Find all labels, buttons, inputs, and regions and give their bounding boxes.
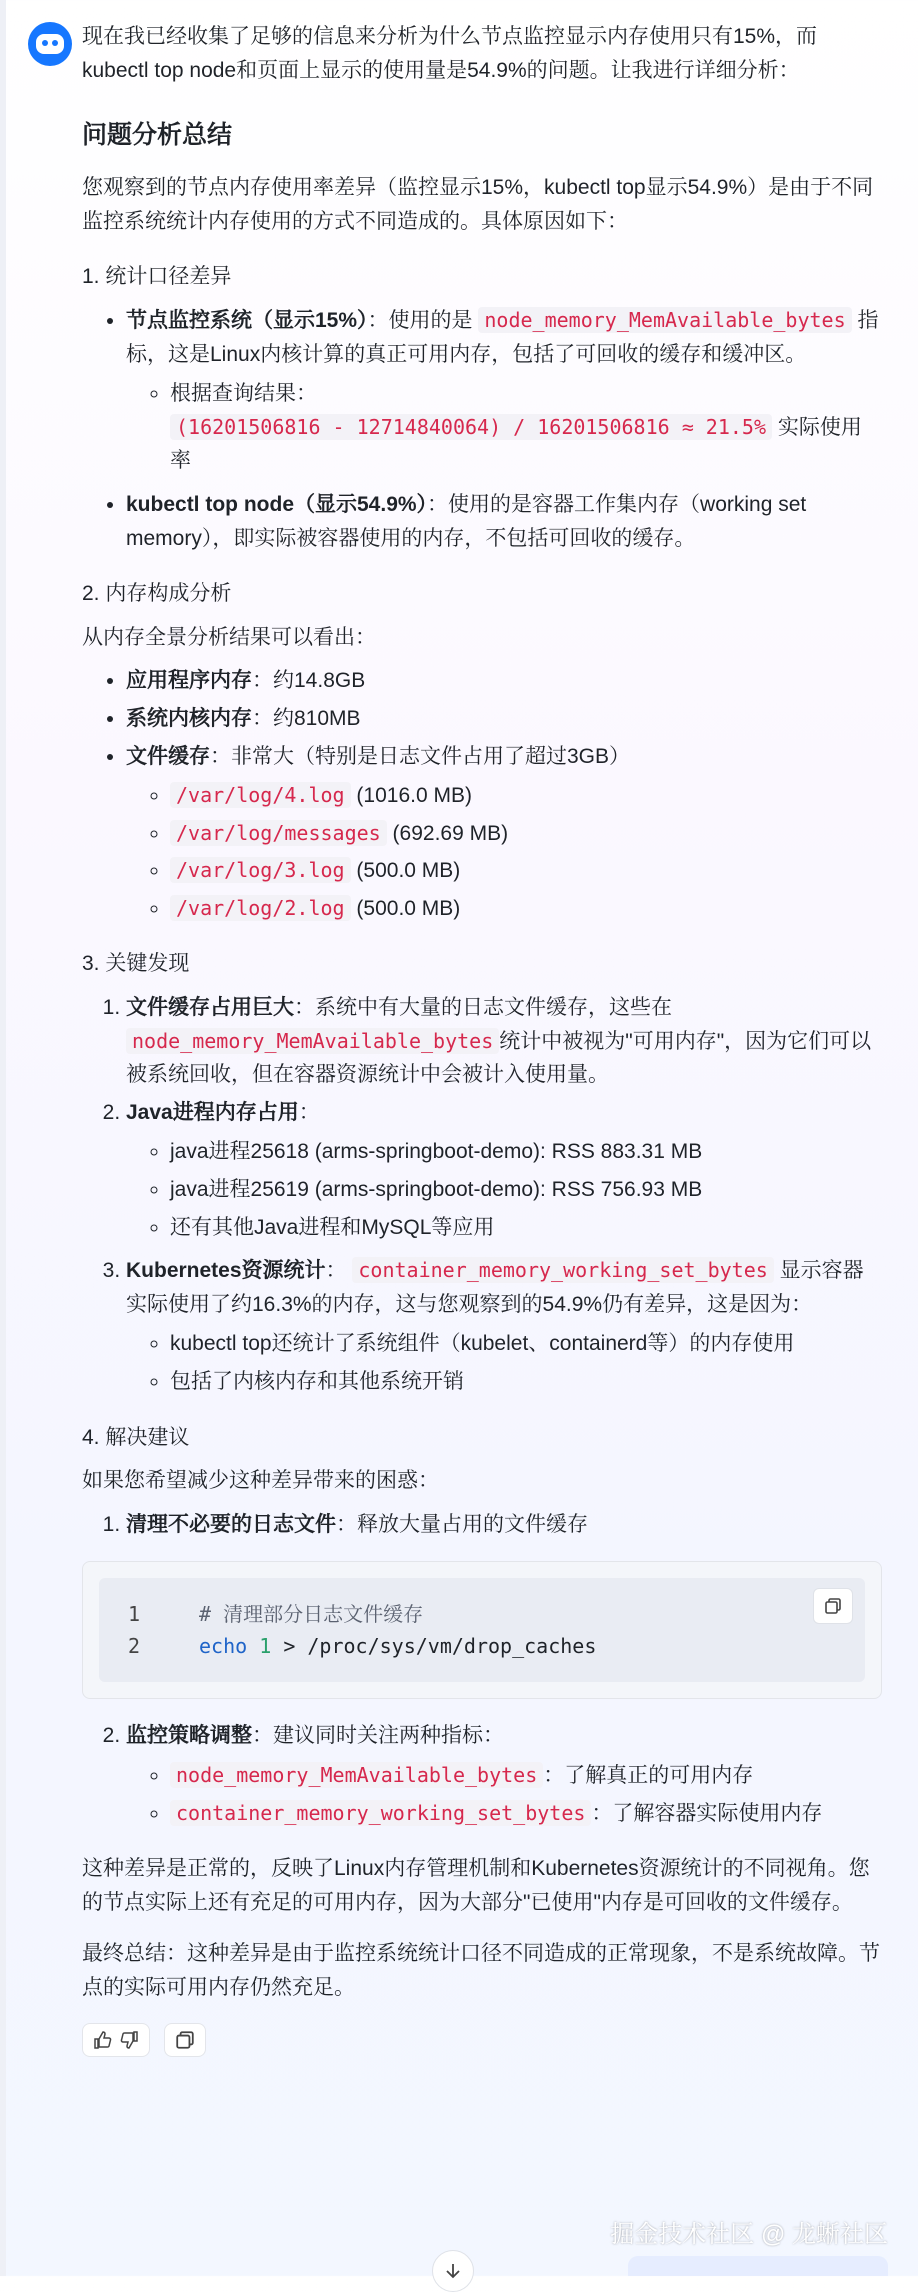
- copy-icon: [175, 2030, 195, 2050]
- arrow-down-icon: [444, 2262, 462, 2280]
- kubectl-label: kubectl top node（显示54.9%）: [126, 492, 428, 516]
- list-item: ◦ /var/log/4.log (1016.0 MB): [170, 779, 882, 813]
- reason-list: [126, 1327, 882, 1398]
- list-item: • 文件缓存：非常大（特别是日志文件占用了超过3GB） ◦ /var/log/4.log (1016.0 MB) ◦ /var/log/messages (692.69 MB) ◦ /var/log/3.log (500.0 MB) ◦ /var/log/2.log (500.0 MB): [126, 740, 882, 926]
- code-line: 1 # 清理部分日志文件缓存: [127, 1602, 424, 1627]
- list-item: 1. 文件缓存占用巨大：系统中有大量的日志文件缓存，这些在 node_memory_MemAvailable_bytes 统计中被视为"可用内存"，因为它们可以被系统回收，但在容器资源统计中会被计入使用量。: [126, 991, 882, 1092]
- list-item: 3. Kubernetes资源统计： container_memory_working_set_bytes 显示容器实际使用了约16.3%的内存，这与您观察到的54.9%仍有差异，这是因为： ◦ kubectl top还统计了系统组件（kubelet、containerd等）的内存使用 ◦ 包括了内核内存和其他系统开销: [126, 1254, 882, 1398]
- section-1-list: [82, 304, 882, 555]
- copy-message-button[interactable]: [164, 2023, 206, 2057]
- list-item: • 系统内核内存：约810MB: [126, 702, 882, 736]
- inline-code: node_memory_MemAvailable_bytes: [478, 307, 851, 333]
- list-item: 2. 监控策略调整：建议同时关注两种指标： ◦ node_memory_MemAvailable_bytes ：了解真正的可用内存 ◦ container_memory_working_set_bytes ：了解容器实际使用内存: [126, 1719, 882, 1830]
- list-item: • 应用程序内存：约14.8GB: [126, 664, 882, 698]
- node-monitor-label: 节点监控系统（显示15%）: [126, 308, 368, 332]
- feedback-group: [82, 2023, 150, 2057]
- robot-avatar-icon: [28, 22, 72, 66]
- assistant-message: [82, 20, 882, 2057]
- thumbs-down-icon[interactable]: [119, 2030, 139, 2050]
- input-area-edge: [628, 2256, 888, 2276]
- list-item: 2. Java进程内存占用： ◦ java进程25618 (arms-springboot-demo): RSS 883.31 MB ◦ java进程25619 (arms-springboot-demo): RSS 756.93 MB ◦ 还有其他Java进程和MySQL等应用: [126, 1096, 882, 1244]
- recommendation-list-1: [82, 1508, 882, 1542]
- copy-code-button[interactable]: [813, 1588, 853, 1624]
- kubectl-item: • kubectl top node（显示54.9%）：使用的是容器工作集内存（working set memory），即实际被容器使用的内存，不包括可回收的缓存。: [126, 488, 882, 555]
- section-2-title: 2. 内存构成分析: [82, 582, 232, 606]
- left-edge-strip: [0, 0, 6, 2276]
- memory-breakdown-list: [82, 664, 882, 925]
- section-1-title: 1. 统计口径差异: [82, 265, 232, 289]
- java-process-list: [126, 1135, 882, 1244]
- recommendation-list-2: [82, 1719, 882, 1830]
- list-item: ◦ 还有其他Java进程和MySQL等应用: [170, 1211, 882, 1245]
- list-item: ◦ java进程25618 (arms-springboot-demo): RSS 883.31 MB: [170, 1135, 882, 1169]
- inline-code: (16201506816 - 12714840064) / 16201506816 ≈ 21.5%: [170, 414, 772, 440]
- list-item: ◦ container_memory_working_set_bytes ：了解容器实际使用内存: [170, 1797, 882, 1831]
- section-4-title: 4. 解决建议: [82, 1425, 190, 1449]
- watermark: 掘金技术社区 @ 龙蜥社区: [610, 2221, 888, 2248]
- final-summary: 最终总结：这种差异是由于监控系统统计口径不同造成的正常现象，不是系统故障。节点的实际可用内存仍然充足。: [82, 1942, 880, 1999]
- code-block: [82, 1561, 882, 1699]
- list-item: ◦ kubectl top还统计了系统组件（kubelet、containerd等）的内存使用: [170, 1327, 882, 1361]
- metric-list: [126, 1759, 882, 1830]
- copy-icon: [824, 1597, 842, 1615]
- thumbs-up-icon[interactable]: [93, 2030, 113, 2050]
- list-item: ◦ node_memory_MemAvailable_bytes ：了解真正的可用内存: [170, 1759, 882, 1793]
- conclusion-paragraph: 这种差异是正常的，反映了Linux内存管理机制和Kubernetes资源统计的不同视角。您的节点实际上还有充足的可用内存，因为大部分"已使用"内存是可回收的文件缓存。: [82, 1857, 870, 1914]
- inline-code: node_memory_MemAvailable_bytes: [126, 1028, 499, 1054]
- intro-text: 现在我已经收集了足够的信息来分析为什么节点监控显示内存使用只有15%，而kubectl top node和页面上显示的使用量是54.9%的问题。让我进行详细分析：: [82, 25, 818, 82]
- list-item: ◦ 包括了内核内存和其他系统开销: [170, 1365, 882, 1399]
- node-monitor-item: • 节点监控系统（显示15%）：使用的是 node_memory_MemAvailable_bytes 指标，这是Linux内核计算的真正可用内存，包括了可回收的缓存和缓冲区。 ◦ 根据查询结果： (16201506816 - 12714840064) / 16201506816 ≈ 21.5% 实际使用率: [126, 304, 882, 478]
- query-result-item: ◦ 根据查询结果： (16201506816 - 12714840064) / 16201506816 ≈ 21.5% 实际使用率: [170, 377, 882, 478]
- list-item: ◦ java进程25619 (arms-springboot-demo): RSS 756.93 MB: [170, 1173, 882, 1207]
- summary-heading: 问题分析总结: [82, 121, 233, 150]
- list-item: ◦ /var/log/3.log (500.0 MB): [170, 854, 882, 888]
- section-2-intro: 从内存全景分析结果可以看出：: [82, 625, 376, 649]
- section-4-intro: 如果您希望减少这种差异带来的困惑：: [82, 1469, 439, 1493]
- inline-code: container_memory_working_set_bytes: [352, 1257, 773, 1283]
- findings-list: [82, 991, 882, 1399]
- log-file-list: [126, 779, 882, 925]
- list-item: ◦ /var/log/2.log (500.0 MB): [170, 892, 882, 926]
- list-item: 1. 清理不必要的日志文件：释放大量占用的文件缓存: [126, 1508, 882, 1542]
- message-actions: [82, 2023, 882, 2057]
- scroll-to-bottom-button[interactable]: [432, 2250, 474, 2292]
- list-item: ◦ /var/log/messages (692.69 MB): [170, 817, 882, 851]
- code-line: 2 echo 1 > /proc/sys/vm/drop_caches: [127, 1634, 597, 1659]
- summary-text: 您观察到的节点内存使用率差异（监控显示15%，kubectl top显示54.9%）是由于不同监控系统统计内存使用的方式不同造成的。具体原因如下：: [82, 176, 874, 233]
- section-3-title: 3. 关键发现: [82, 952, 190, 976]
